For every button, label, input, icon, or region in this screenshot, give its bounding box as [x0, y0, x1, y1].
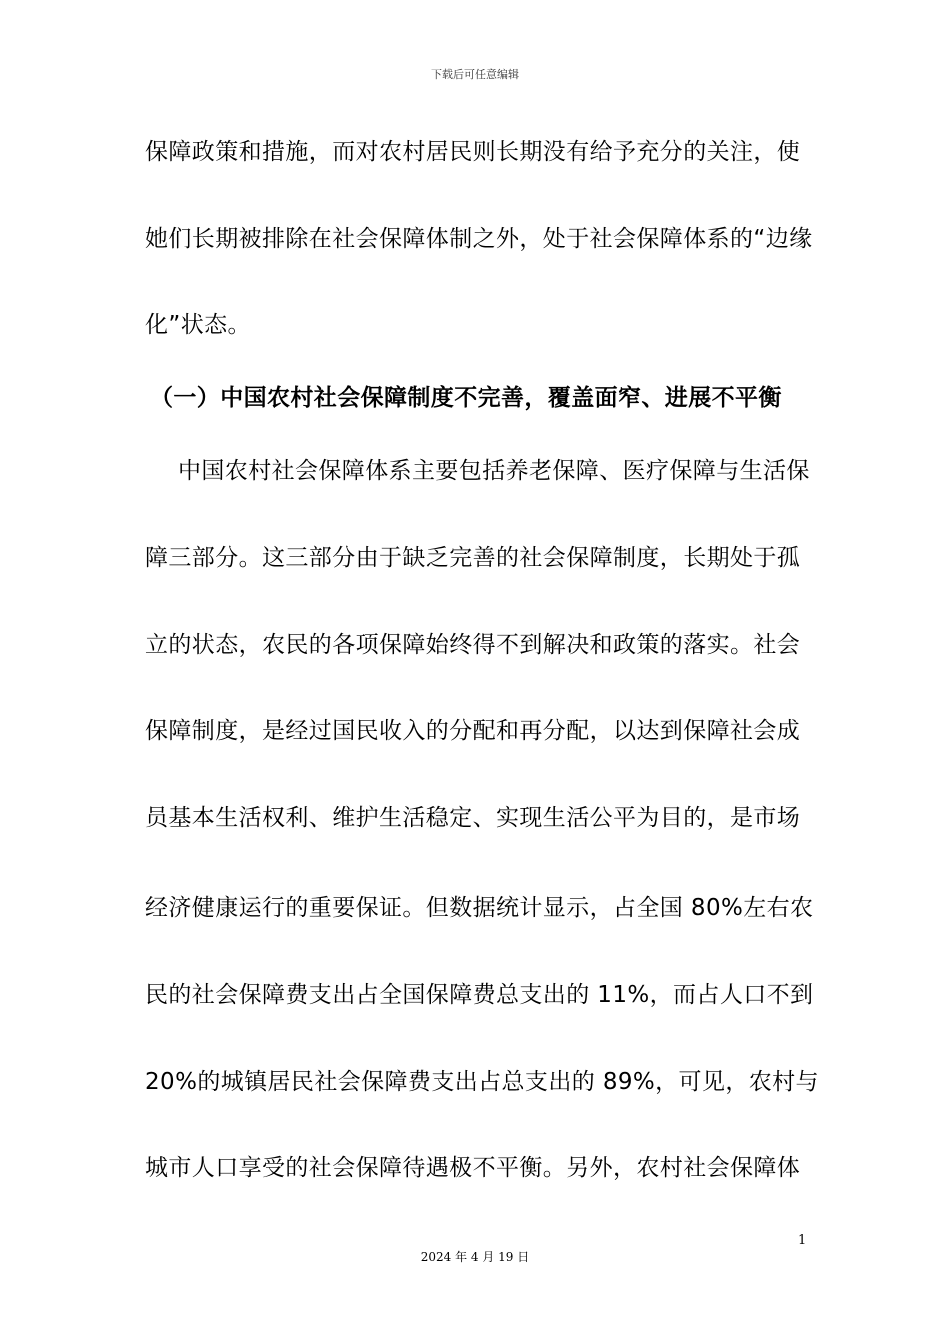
body-line: 她们长期被排除在社会保障体制之外，处于社会保障体系的“边缘 — [145, 226, 813, 252]
footer-date: 2024 年 4 月 19 日 — [420, 1250, 530, 1264]
body-line: 化”状态。 — [145, 312, 251, 338]
body-line: 城市人口享受的社会保障待遇极不平衡。另外，农村社会保障体 — [145, 1155, 801, 1181]
page-number: 1 — [798, 1233, 807, 1248]
section-heading: （一）中国农村社会保障制度不完善，覆盖面窄、进展不平衡 — [150, 385, 782, 411]
body-line: 民的社会保障费支出占全国保障费总支出的 11%，而占人口不到 — [145, 982, 814, 1008]
body-line: 中国农村社会保障体系主要包括养老保障、医疗保障与生活保 — [178, 458, 810, 484]
body-line: 保障制度，是经过国民收入的分配和再分配，以达到保障社会成 — [145, 718, 801, 744]
body-line: 经济健康运行的重要保证。但数据统计显示，占全国 80%左右农 — [145, 895, 814, 921]
page-header: 下载后可任意编辑 — [431, 68, 519, 81]
body-line: 障三部分。这三部分由于缺乏完善的社会保障制度，长期处于孤 — [145, 545, 801, 571]
body-line: 20%的城镇居民社会保障费支出占总支出的 89%，可见，农村与 — [145, 1069, 819, 1095]
body-line: 员基本生活权利、维护生活稳定、实现生活公平为目的，是市场 — [145, 805, 801, 831]
body-line: 保障政策和措施，而对农村居民则长期没有给予充分的关注，使 — [145, 139, 801, 165]
body-line: 立的状态，农民的各项保障始终得不到解决和政策的落实。社会 — [145, 632, 801, 658]
